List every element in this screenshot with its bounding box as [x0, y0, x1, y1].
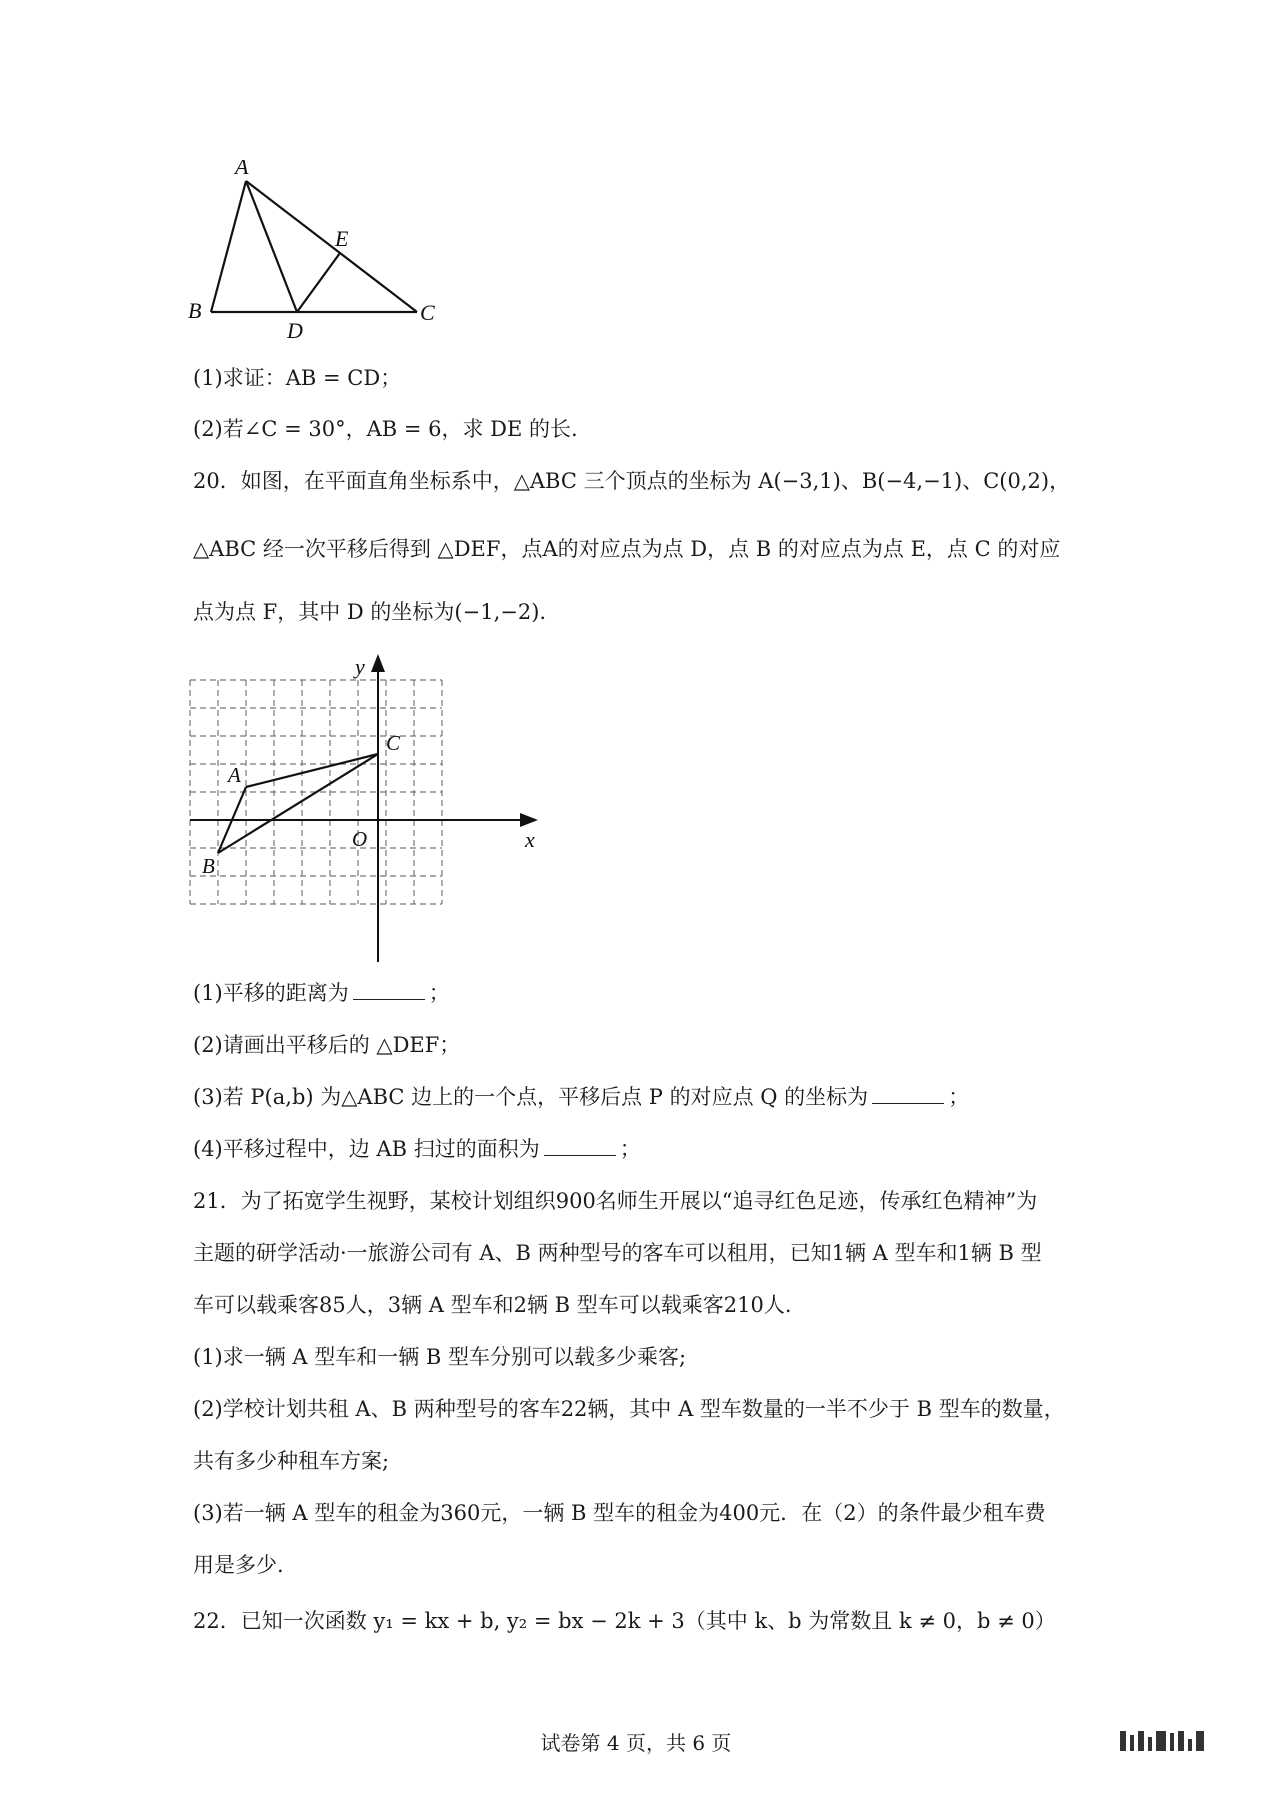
q21-part2-line2: 共有多少种租车方案; [193, 1449, 390, 1473]
coordinate-grid-figure [180, 650, 560, 970]
q20-part4 [193, 1134, 1093, 1164]
label-d: D [287, 318, 303, 343]
point-label-b: B [202, 854, 215, 878]
q22-stem: 22．已知一次函数 y₁ = kx + b, y₂ = bx − 2k + 3（其中 k、b 为常数且 k ≠ 0，b ≠ 0） [193, 1609, 1056, 1633]
watermark-bars [1120, 1731, 1204, 1751]
q20-part2: (2)请画出平移后的 △DEF； [193, 1033, 461, 1057]
label-b: B [188, 298, 202, 323]
axis-label-y: y [355, 654, 365, 679]
q20-stem-line1: 20．如图，在平面直角坐标系中，△ABC 三个顶点的坐标为 A(−3,1)、B(−4,−1)、C(0,2)， [193, 469, 1071, 493]
q21-stem-line3: 车可以载乘客85人，3辆 A 型车和2辆 B 型车可以载乘客210人. [193, 1293, 792, 1317]
q20-part1 [193, 978, 1093, 1008]
q21-part3-line1: (3)若一辆 A 型车的租金为360元，一辆 B 型车的租金为400元．在（2）的条件最少租车费 [193, 1501, 1046, 1525]
q20-part4-end: ； [619, 1137, 641, 1161]
q21-part2-line1: (2)学校计划共租 A、B 两种型号的客车22辆，其中 A 型车数量的一半不少于 B 型车的数量， [193, 1397, 1065, 1421]
answer-blank-1[interactable] [353, 981, 425, 1000]
q20-stem-line2: △ABC 经一次平移后得到 △DEF，点A的对应点为点 D，点 B 的对应点为点 E，点 C 的对应 [193, 537, 1061, 561]
q21-stem-line1: 21．为了拓宽学生视野，某校计划组织900名师生开展以“追寻红色足迹，传承红色精神”为 [193, 1189, 1038, 1213]
q20-part3 [193, 1082, 1093, 1112]
label-e: E [335, 226, 349, 251]
q21-stem-line2: 主题的研学活动·一旅游公司有 A、B 两种型号的客车可以租用，已知1辆 A 型车和1辆 B 型 [193, 1241, 1042, 1265]
answer-blank-3[interactable] [872, 1085, 944, 1104]
q20-part3-text: (3)若 P(a,b) 为△ABC 边上的一个点，平移后点 P 的对应点 Q 的坐标为 [193, 1085, 869, 1109]
label-c: C [420, 300, 435, 325]
q21-part3-line2: 用是多少. [193, 1553, 284, 1577]
q20-part3-end: ； [948, 1085, 970, 1109]
q20-part1-end: ； [428, 981, 450, 1005]
origin-label: O [352, 827, 368, 851]
q19-part2: (2)若∠C = 30°，AB = 6，求 DE 的长. [193, 417, 578, 441]
q20-stem-line3: 点为点 F，其中 D 的坐标为(−1,−2). [193, 600, 547, 624]
q21-part1: (1)求一辆 A 型车和一辆 B 型车分别可以载多少乘客; [193, 1345, 687, 1369]
axis-label-x: x [525, 827, 535, 852]
page-footer: 试卷第 4 页，共 6 页 [540, 1731, 732, 1755]
answer-blank-4[interactable] [544, 1137, 616, 1156]
q20-part4-text: (4)平移过程中，边 AB 扫过的面积为 [193, 1137, 540, 1161]
point-label-a: A [228, 763, 241, 787]
label-a: A [235, 160, 249, 179]
q20-part1-text: (1)平移的距离为 [193, 981, 349, 1005]
q19-part1: (1)求证：AB = CD； [193, 366, 402, 390]
triangle-figure [180, 160, 450, 345]
point-label-c: C [386, 731, 401, 755]
